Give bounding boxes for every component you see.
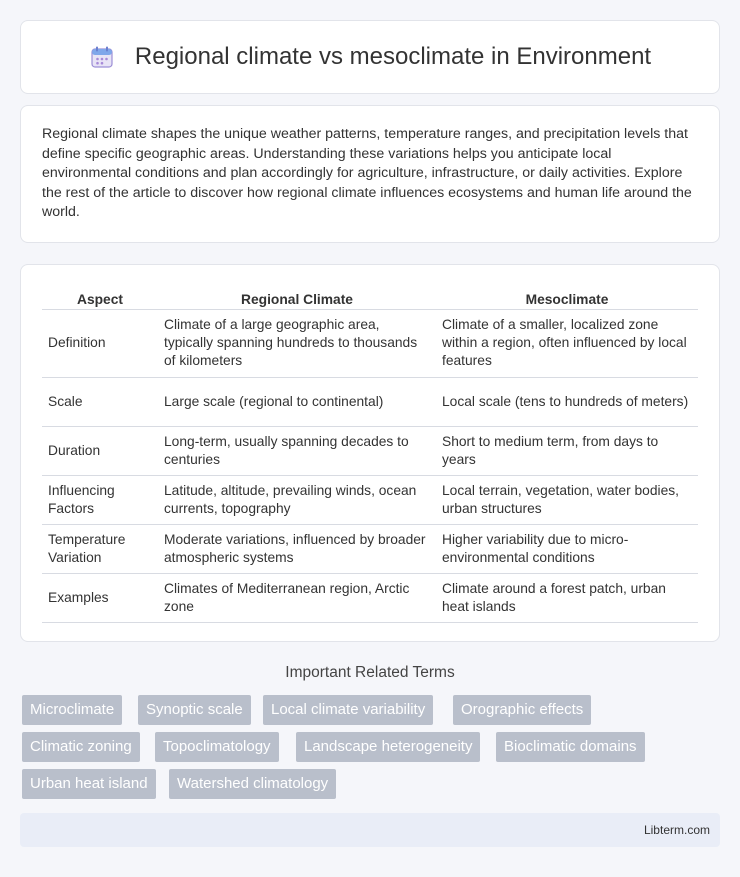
tag-urban-heat-island[interactable]: Urban heat island xyxy=(22,769,156,799)
cell-regional: Long-term, usually spanning decades to centuries xyxy=(158,426,436,475)
cell-regional: Latitude, altitude, prevailing winds, ocean currents, topography xyxy=(158,475,436,524)
table-row xyxy=(42,426,698,475)
footer xyxy=(20,813,720,847)
cell-aspect: Definition xyxy=(42,309,158,377)
cell-aspect: Scale xyxy=(42,377,158,426)
cell-regional: Large scale (regional to continental) xyxy=(158,377,436,426)
header-regional-climate: Regional Climate xyxy=(158,285,436,309)
tag-topoclimatology[interactable]: Topoclimatology xyxy=(155,732,279,762)
cell-meso: Higher variability due to micro-environmental conditions xyxy=(436,524,698,573)
table-row xyxy=(42,475,698,524)
tag-bioclimatic-domains[interactable]: Bioclimatic domains xyxy=(496,732,645,762)
table-row xyxy=(42,309,698,377)
cell-aspect: Examples xyxy=(42,573,158,622)
tag-microclimate[interactable]: Microclimate xyxy=(22,695,122,725)
cell-aspect: Influencing Factors xyxy=(42,475,158,524)
cell-regional: Moderate variations, influenced by broader atmospheric systems xyxy=(158,524,436,573)
table-row xyxy=(42,573,698,622)
cell-aspect: Temperature Variation xyxy=(42,524,158,573)
intro-card xyxy=(20,105,720,243)
title-card xyxy=(20,20,720,94)
header-aspect: Aspect xyxy=(42,285,158,309)
footer-brand[interactable]: Libterm.com xyxy=(643,823,710,837)
tag-landscape-heterogeneity[interactable]: Landscape heterogeneity xyxy=(296,732,480,762)
cell-meso: Local scale (tens to hundreds of meters) xyxy=(436,377,698,426)
page-title: Regional climate vs mesoclimate in Environment xyxy=(134,43,652,70)
calendar-icon xyxy=(89,44,115,70)
comparison-table-card xyxy=(20,264,720,642)
intro-paragraph: Regional climate shapes the unique weather patterns, temperature ranges, and precipitation levels that define specific geographic areas. Understanding these variations helps you anticipate local environmental conditions and plan accordingly for agriculture, infrastructure, or daily activities. Explore the rest of the article to discover how regional climate influences ecosystems and human life around the world. xyxy=(42,126,692,221)
cell-meso: Climate around a forest patch, urban heat islands xyxy=(436,573,698,622)
table-row xyxy=(42,377,698,426)
tag-climatic-zoning[interactable]: Climatic zoning xyxy=(22,732,140,762)
comparison-table xyxy=(42,285,698,623)
header-mesoclimate: Mesoclimate xyxy=(436,285,698,309)
tag-synoptic-scale[interactable]: Synoptic scale xyxy=(138,695,251,725)
tag-watershed-climatology[interactable]: Watershed climatology xyxy=(169,769,336,799)
related-terms-heading: Important Related Terms xyxy=(285,664,455,681)
table-row xyxy=(42,524,698,573)
cell-meso: Local terrain, vegetation, water bodies, urban structures xyxy=(436,475,698,524)
table-header-row xyxy=(42,285,698,309)
cell-meso: Short to medium term, from days to years xyxy=(436,426,698,475)
tag-orographic-effects[interactable]: Orographic effects xyxy=(453,695,591,725)
cell-meso: Climate of a smaller, localized zone within a region, often influenced by local features xyxy=(436,309,698,377)
cell-regional: Climates of Mediterranean region, Arctic zone xyxy=(158,573,436,622)
tag-local-climate-variability[interactable]: Local climate variability xyxy=(263,695,433,725)
cell-regional: Climate of a large geographic area, typically spanning hundreds to thousands of kilometers xyxy=(158,309,436,377)
cell-aspect: Duration xyxy=(42,426,158,475)
